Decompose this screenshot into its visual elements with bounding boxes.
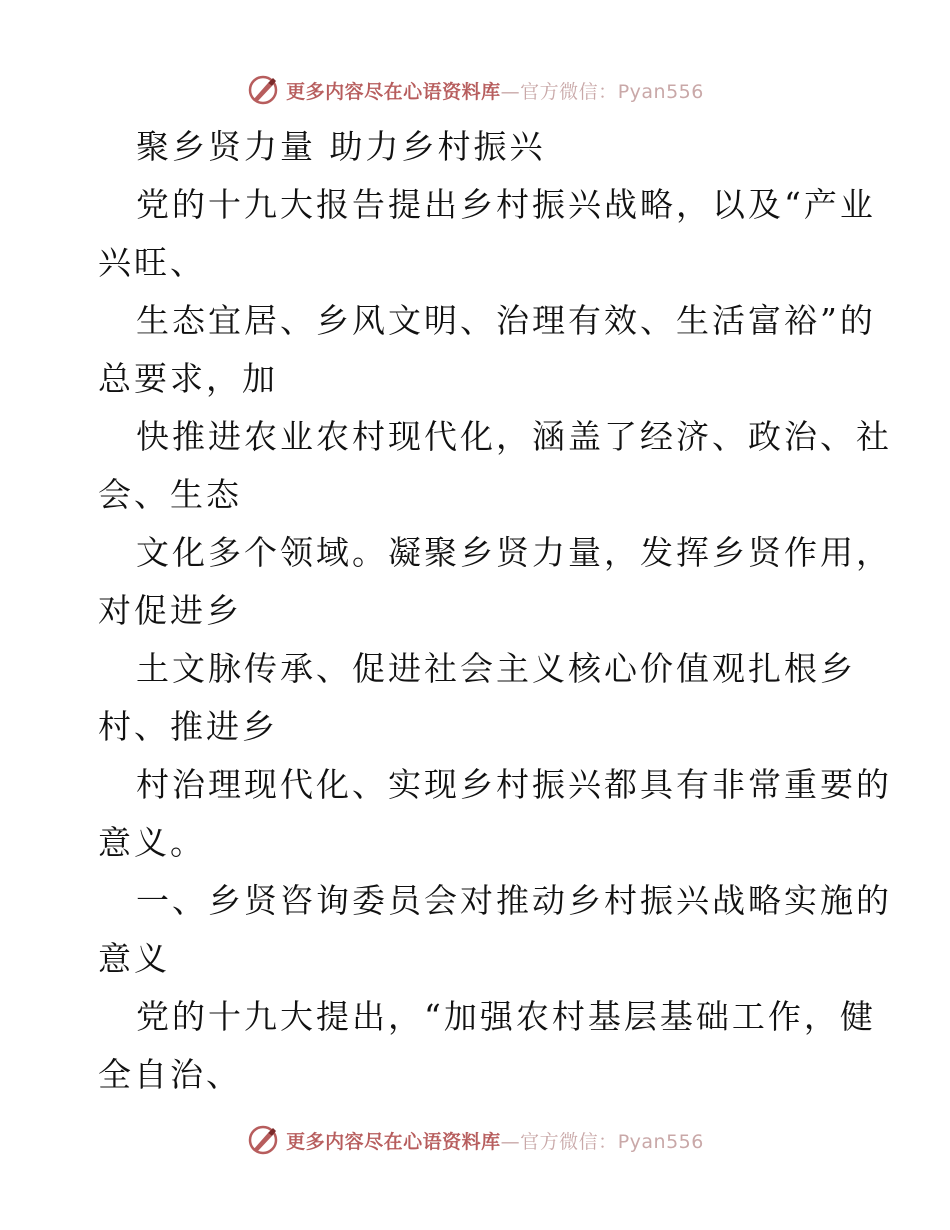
document-body [98,118,892,1104]
text-line: 意义 [98,939,170,978]
text-line: 总要求，加 [98,359,278,398]
watermark-main: 更多内容尽在心语资料库 [286,1130,501,1153]
text-line: 会、生态 [98,475,242,514]
watermark-wechat-label: 官方微信： [520,1130,618,1153]
text-line: 生态宜居、乡风文明、治理有效、生活富裕”的 [136,301,876,340]
watermark-text [286,1127,704,1154]
text-line: 村治理现代化、实现乡村振兴都具有非常重要的 [136,765,892,804]
watermark-wechat-id: Pyan556 [617,80,704,103]
header-watermark [0,70,950,110]
text-line: 快推进农业农村现代化，涵盖了经济、政治、社 [136,417,892,456]
text-line: 一、乡贤咨询委员会对推动乡村振兴战略实施的 [136,881,892,920]
text-line: 全自治、 [98,1055,242,1094]
pen-logo-icon [246,1123,280,1157]
text-line: 文化多个领域。凝聚乡贤力量，发挥乡贤作用， [136,533,892,572]
watermark-text [286,77,704,104]
footer-watermark [0,1120,950,1160]
text-line: 聚乡贤力量 助力乡村振兴 [136,127,546,166]
pen-logo-icon [246,73,280,107]
text-line: 对促进乡 [98,591,242,630]
watermark-wechat-label: 官方微信： [520,80,618,103]
text-line: 意义。 [98,823,206,862]
watermark-main: 更多内容尽在心语资料库 [286,80,501,103]
text-line: 土文脉传承、促进社会主义核心价值观扎根乡 [136,649,856,688]
text-line: 党的十九大报告提出乡村振兴战略，以及“产业 [136,185,876,224]
watermark-wechat-id: Pyan556 [617,1130,704,1153]
text-line: 村、推进乡 [98,707,278,746]
text-line: 党的十九大提出，“加强农村基层基础工作，健 [136,997,876,1036]
watermark-separator: — [500,80,521,103]
text-line: 兴旺、 [98,243,206,282]
watermark-separator: — [500,1130,521,1153]
